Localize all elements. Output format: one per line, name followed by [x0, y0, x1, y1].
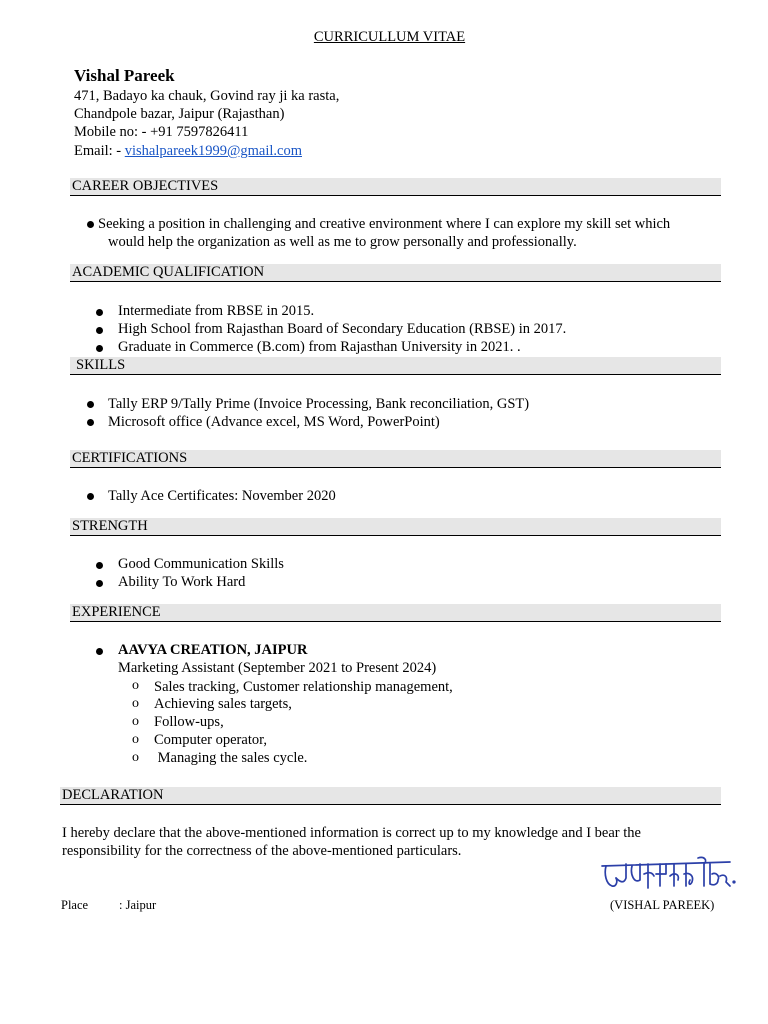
bullet-icon [87, 419, 94, 426]
list-item: Tally ERP 9/Tally Prime (Invoice Processing, Bank reconciliation, GST) [108, 396, 530, 412]
declaration-line-1: I hereby declare that the above-mentioned information is correct up to my knowledge and I bear the [62, 825, 641, 841]
list-item: Sales tracking, Customer relationship management, [154, 679, 453, 695]
job-role: Marketing Assistant (September 2021 to Present 2024) [118, 660, 437, 676]
sub-bullet-marker: o [132, 750, 139, 765]
sub-bullet-marker: o [132, 696, 139, 711]
list-item: Tally Ace Certificates: November 2020 [108, 488, 336, 504]
email-link[interactable]: vishalpareek1999@gmail.com [124, 143, 302, 159]
section-header-career-objectives: CAREER OBJECTIVES [70, 178, 721, 196]
career-objective-line-1: Seeking a position in challenging and creative environment where I can explore my skill set which [98, 216, 671, 232]
bullet-icon [87, 493, 94, 500]
section-header-skills: SKILLS [70, 357, 721, 375]
list-item: Intermediate from RBSE in 2015. [118, 303, 315, 319]
bullet-icon [87, 221, 94, 228]
bullet-icon [96, 309, 103, 316]
list-item: High School from Rajasthan Board of Secondary Education (RBSE) in 2017. [118, 321, 567, 337]
signatory-name: (VISHAL PAREEK) [610, 898, 715, 912]
list-item: Good Communication Skills [118, 556, 284, 572]
candidate-name: Vishal Pareek [74, 66, 175, 85]
section-header-academic-qualification: ACADEMIC QUALIFICATION [70, 264, 721, 282]
place-value: : Jaipur [119, 898, 157, 912]
company-name: AAVYA CREATION, JAIPUR [118, 642, 308, 658]
place-label: Place [61, 898, 89, 912]
address-line-2: Chandpole bazar, Jaipur (Rajasthan) [74, 106, 285, 122]
list-item: Managing the sales cycle. [154, 750, 308, 766]
list-item: Microsoft office (Advance excel, MS Word, PowerPoint) [108, 414, 440, 430]
list-item: Achieving sales targets, [154, 696, 292, 712]
email-label: Email: - [74, 143, 125, 159]
sub-bullet-marker: o [132, 678, 139, 693]
declaration-line-2: responsibility for the correctness of the above-mentioned particulars. [62, 843, 462, 859]
sub-bullet-marker: o [132, 714, 139, 729]
bullet-icon [96, 562, 103, 569]
section-header-experience: EXPERIENCE [70, 604, 721, 622]
email-line [74, 142, 302, 160]
address-line-1: 471, Badayo ka chauk, Govind ray ji ka rasta, [74, 88, 340, 104]
section-header-certifications: CERTIFICATIONS [70, 450, 721, 468]
bullet-icon [96, 327, 103, 334]
sub-bullet-marker: o [132, 732, 139, 747]
bullet-icon [87, 401, 94, 408]
list-item: Ability To Work Hard [118, 574, 246, 590]
list-item: Computer operator, [154, 732, 267, 748]
signature-image [598, 852, 738, 896]
mobile-number: Mobile no: - +91 7597826411 [74, 124, 249, 140]
bullet-icon [96, 648, 103, 655]
list-item: Graduate in Commerce (B.com) from Rajasthan University in 2021. . [118, 339, 521, 355]
list-item: Follow-ups, [154, 714, 224, 730]
career-objective-line-2: would help the organization as well as me to grow personally and professionally. [108, 234, 577, 250]
document-title: CURRICULLUM VITAE [313, 29, 466, 45]
section-header-strength: STRENGTH [70, 518, 721, 536]
bullet-icon [96, 345, 103, 352]
section-header-declaration: DECLARATION [60, 787, 721, 805]
bullet-icon [96, 580, 103, 587]
